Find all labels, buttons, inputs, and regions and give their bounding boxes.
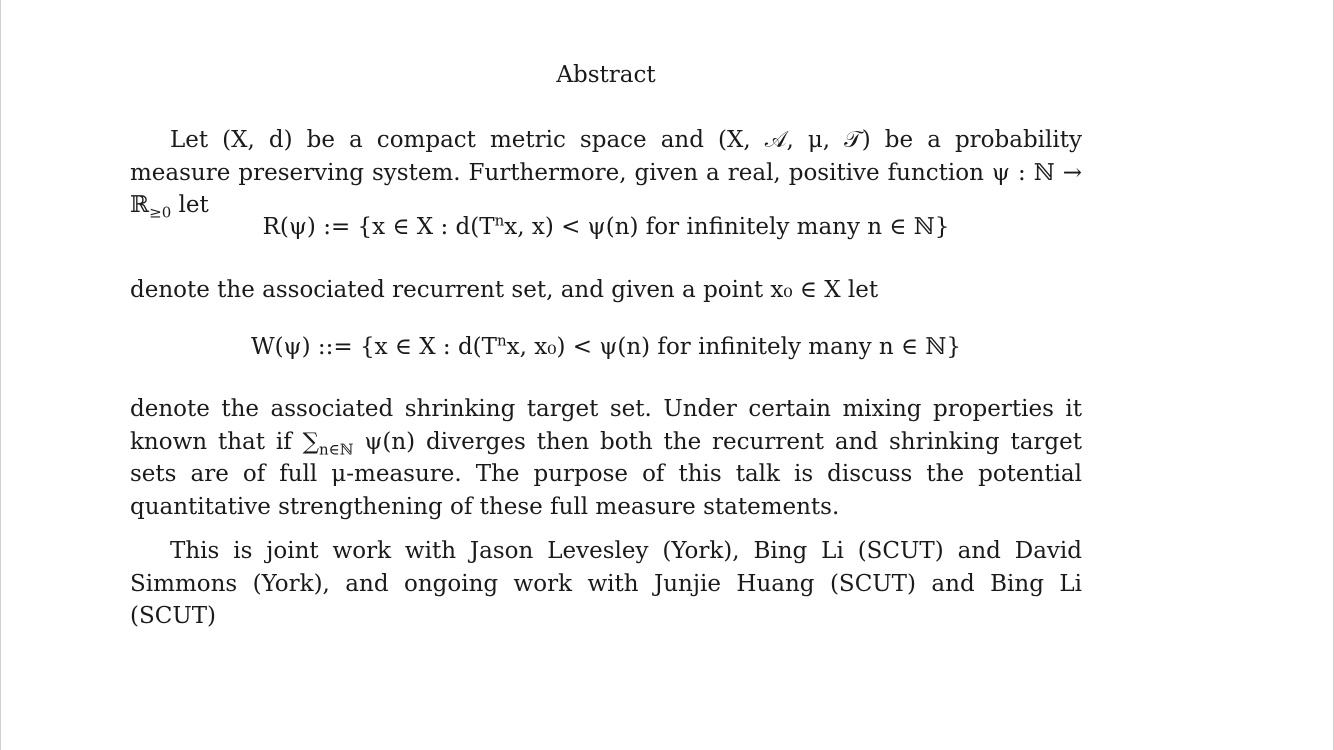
shrinking-text-a: denote the associated shrinking target set. Under certain mixing properties it known that if ∑ [130,396,1082,455]
paragraph-shrinking [130,393,1082,523]
paragraph-recurrent: denote the associated recurrent set, and given a point x₀ ∈ X let [130,277,879,303]
intro-line-2-end: let [171,192,209,218]
shrinking-text-b: ψ(n) diverges then both the recurrent and shrinking target sets are of full μ-measure. The purpose of this talk is discuss the potential quantitative strengthening of these full measure statements. [130,428,1082,520]
eq1-lhs: R(ψ) := {x ∈ X : d(T [262,214,495,240]
intro-subscript: ≥0 [149,203,172,222]
paragraph-intro [130,124,1082,222]
sum-subscript: n∈ℕ [319,440,354,459]
eq1-sup: n [494,211,505,230]
equation-recurrent-set [1,211,1211,240]
eq2-sup: n [497,331,507,350]
eq2-rest: x, x₀) < ψ(n) for infinitely many n ∈ ℕ} [506,334,962,360]
intro-line-1: Let (X, d) be a compact metric space and (X, 𝒜, μ, 𝒯) be a probability measure [130,127,1082,186]
eq1-rest: x, x) < ψ(n) for infinitely many n ∈ ℕ} [504,214,950,240]
equation-shrinking-target [1,331,1211,360]
intro-line-2: preserving system. Furthermore, given a real, positive function ψ : ℕ → ℝ [130,159,1083,218]
paragraph-collaborators: This is joint work with Jason Levesley (York), Bing Li (SCUT) and David Simmons (York), and ongoing work with Junjie Huang (SCUT) and Bing Li (SCUT) [130,538,1082,629]
eq2-lhs: W(ψ) ::= {x ∈ X : d(T [250,334,497,360]
abstract-title: Abstract [556,62,656,88]
